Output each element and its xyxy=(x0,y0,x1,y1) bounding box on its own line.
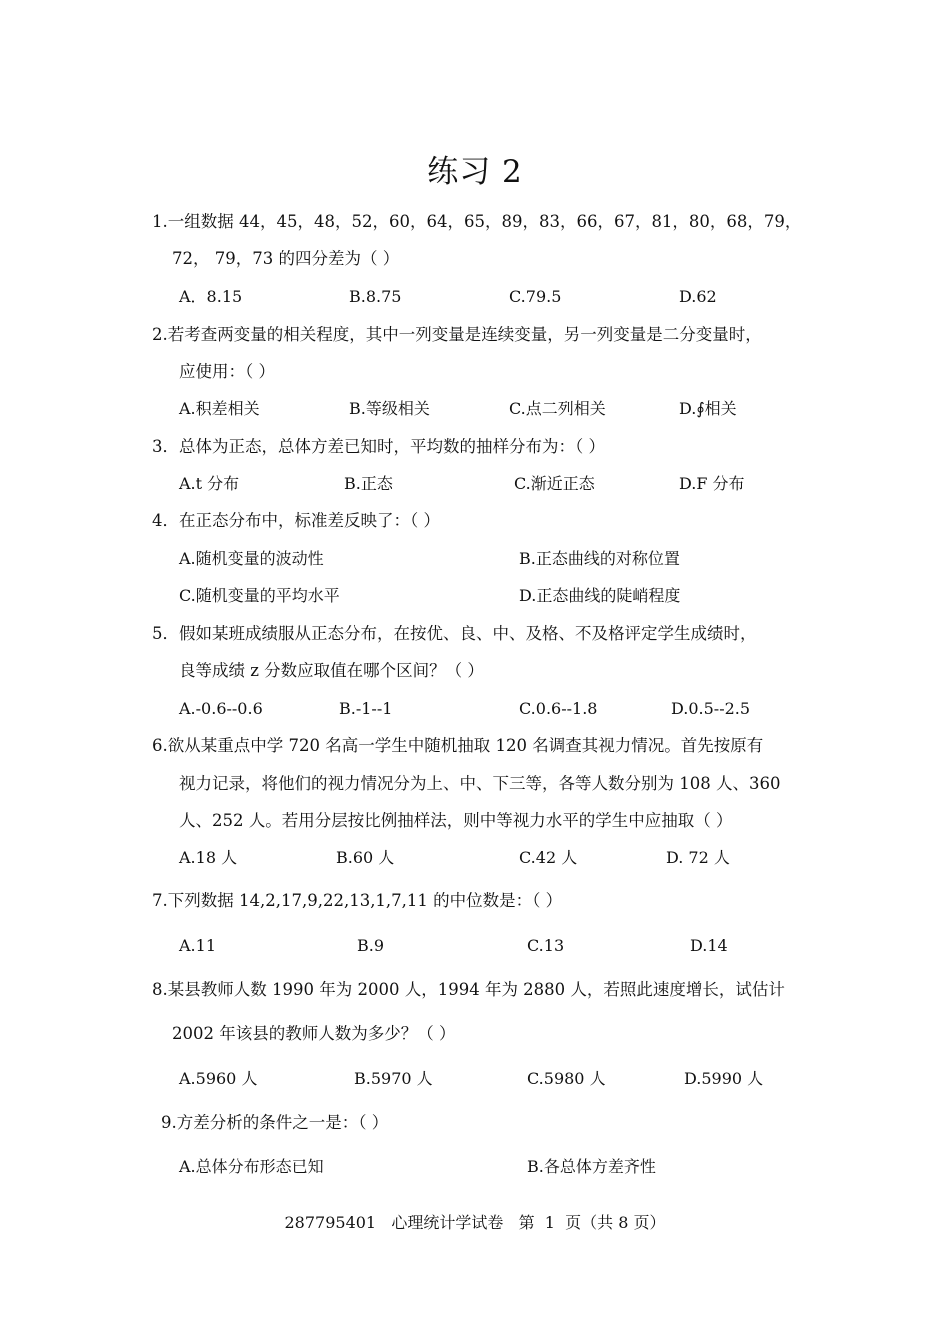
question-3-option-c: C.渐近正态 xyxy=(514,474,595,493)
page-footer: 287795401 心理统计学试卷 第 1 页（共 8 页） xyxy=(284,1213,666,1232)
question-6-line-1: 6.欲从某重点中学 720 名高一学生中随机抽取 120 名调查其视力情况。首先按原有 xyxy=(152,736,764,755)
question-2-option-a: A.积差相关 xyxy=(179,399,260,418)
question-3-option-a: A.t 分布 xyxy=(179,474,240,493)
question-2-line-1: 2.若考查两变量的相关程度，其中一列变量是连续变量，另一列变量是二分变量时， xyxy=(152,325,762,344)
question-6-line-2: 视力记录，将他们的视力情况分为上、中、下三等，各等人数分别为 108 人、360 xyxy=(179,774,781,793)
question-5-option-a: A.-0.6--0.6 xyxy=(179,699,263,718)
question-9-option-b: B.各总体方差齐性 xyxy=(527,1157,656,1176)
question-8-option-d: D.5990 人 xyxy=(684,1069,764,1088)
question-1-option-a: A．8.15 xyxy=(179,287,243,306)
question-9-line-1: 9.方差分析的条件之一是：（ ） xyxy=(161,1113,389,1132)
question-7-option-c: C.13 xyxy=(527,936,565,955)
question-3-option-b: B.正态 xyxy=(344,474,393,493)
question-6-option-d: D. 72 人 xyxy=(666,848,730,867)
question-1-option-b: B.8.75 xyxy=(349,287,402,306)
question-8-option-b: B.5970 人 xyxy=(354,1069,433,1088)
question-5-line-2: 良等成绩 z 分数应取值在哪个区间？（ ） xyxy=(179,661,484,680)
question-2-option-b: B.等级相关 xyxy=(349,399,430,418)
question-7-option-d: D.14 xyxy=(690,936,728,955)
question-8-option-a: A.5960 人 xyxy=(179,1069,258,1088)
question-8-line-1: 8.某县教师人数 1990 年为 2000 人，1994 年为 2880 人，若照此速度增长，试估计 xyxy=(152,980,785,999)
question-4-option-d: D.正态曲线的陡峭程度 xyxy=(519,586,681,605)
question-1-line-1: 1.一组数据 44，45，48，52，60，64，65，89，83，66，67，81，80，68，79， xyxy=(152,212,802,231)
question-8-option-c: C.5980 人 xyxy=(527,1069,606,1088)
question-7-line-1: 7.下列数据 14,2,17,9,22,13,1,7,11 的中位数是：（ ） xyxy=(152,891,563,910)
question-1-option-c: C.79.5 xyxy=(509,287,562,306)
question-9-option-a: A.总体分布形态已知 xyxy=(179,1157,324,1176)
question-6-option-c: C.42 人 xyxy=(519,848,578,867)
question-5-option-b: B.-1--1 xyxy=(339,699,393,718)
question-2-option-c: C.点二列相关 xyxy=(509,399,606,418)
question-6-option-a: A.18 人 xyxy=(179,848,238,867)
question-4-line-1: 4．在正态分布中，标准差反映了：（ ） xyxy=(152,511,440,530)
question-2-line-2: 应使用：（ ） xyxy=(179,362,275,381)
question-3-option-d: D.F 分布 xyxy=(679,474,745,493)
question-8-line-2: 2002 年该县的教师人数为多少？（ ） xyxy=(172,1024,456,1043)
question-3-line-1: 3．总体为正态，总体方差已知时，平均数的抽样分布为：（ ） xyxy=(152,437,605,456)
page-title: 练习 2 xyxy=(427,154,523,190)
question-7-option-b: B.9 xyxy=(357,936,385,955)
question-1-line-2: 72， 79，73 的四分差为（ ） xyxy=(172,249,400,268)
question-6-line-3: 人、252 人。若用分层按比例抽样法，则中等视力水平的学生中应抽取（ ） xyxy=(179,811,733,830)
question-4-option-c: C.随机变量的平均水平 xyxy=(179,586,340,605)
question-5-line-1: 5．假如某班成绩服从正态分布，在按优、良、中、及格、不及格评定学生成绩时， xyxy=(152,624,757,643)
question-7-option-a: A.11 xyxy=(179,936,216,955)
question-2-option-d: D.∮相关 xyxy=(679,399,737,418)
question-5-option-d: D.0.5--2.5 xyxy=(671,699,751,718)
question-1-option-d: D.62 xyxy=(679,287,717,306)
question-4-option-a: A.随机变量的波动性 xyxy=(179,549,324,568)
question-4-option-b: B.正态曲线的对称位置 xyxy=(519,549,680,568)
question-6-option-b: B.60 人 xyxy=(336,848,395,867)
question-5-option-c: C.0.6--1.8 xyxy=(519,699,598,718)
